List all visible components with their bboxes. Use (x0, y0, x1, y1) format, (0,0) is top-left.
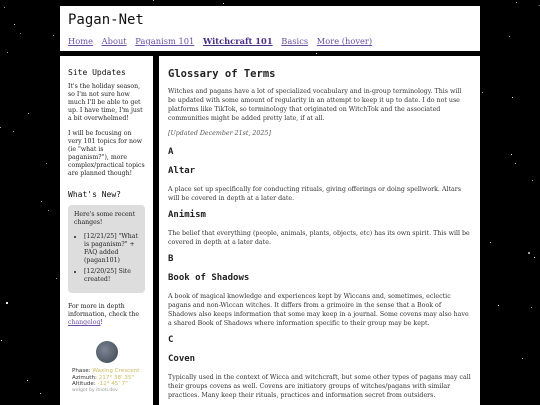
updated-date: [Updated December 21st, 2025] (168, 130, 271, 137)
section-letter-c: C (168, 335, 174, 345)
site-updates-heading: Site Updates (68, 68, 126, 77)
moon-icon (96, 341, 118, 363)
site-title: Pagan-Net (68, 12, 144, 28)
star-dot (53, 35, 54, 36)
changelog-link[interactable]: changelog (68, 319, 101, 326)
main-content (159, 56, 480, 405)
definition-coven: Typically used in the context of Wicca and witchcraft, but some other types of pagans may call their groups covens as well. Covens are initiatory groups of witches/pagans with similar practices. Many keep their rituals, practices and information secret from outsiders. (168, 374, 471, 399)
term-book-of-shadows: Book of Shadows (168, 273, 250, 283)
nav-more[interactable]: More (hover) (316, 36, 373, 46)
star-dot (515, 163, 516, 164)
star-dot (13, 131, 14, 132)
star-dot (0, 127, 1, 128)
star-dot (482, 92, 483, 93)
star-dot (27, 380, 28, 381)
whats-new-box (68, 205, 145, 293)
nav-paganism-101[interactable]: Paganism 101 (135, 36, 195, 46)
star-dot (316, 53, 317, 54)
star-dot (1, 340, 2, 341)
moon-widget-credit: widget by itnoti.dev (72, 387, 118, 393)
site-header (60, 6, 480, 51)
moon-phase-widget (68, 341, 145, 395)
star-dot (516, 2, 517, 3)
star-dot (153, 0, 154, 1)
star-dot (522, 358, 523, 359)
star-dot (46, 163, 47, 164)
moon-altitude-line: Altitude: -12° 45' 7" (72, 381, 128, 388)
news-item: • [12/21/25] "What is paganism?" + FAQ added (pagan101) (84, 233, 140, 265)
nav-home[interactable]: Home (68, 36, 94, 46)
star-dot (14, 24, 15, 25)
term-coven: Coven (168, 354, 196, 364)
star-dot (4, 7, 5, 8)
term-altar: Altar (168, 166, 196, 176)
star-dot (28, 113, 29, 114)
nav-witchcraft-101[interactable]: Witchcraft 101 (202, 36, 273, 46)
nav-about[interactable]: About (101, 36, 127, 46)
moon-azimuth-line: Azimuth: 217° 38' 35" (72, 374, 135, 381)
star-dot (511, 154, 512, 155)
star-dot (528, 252, 530, 254)
term-animism: Animism (168, 210, 206, 220)
news-list (74, 233, 140, 284)
definition-altar: A place set up specifically for conducting rituals, giving offerings or doing spellwork. Altars will be covered in depth at a later date. (168, 186, 462, 202)
star-dot (41, 201, 42, 202)
star-dot (7, 52, 8, 53)
star-dot (498, 305, 499, 306)
star-dot (56, 278, 57, 279)
moon-phase-line: Phase: Waxing Crescent (72, 368, 140, 374)
star-dot (512, 97, 513, 98)
section-letter-a: A (168, 147, 174, 157)
updates-paragraph-2: I will be focusing on very 101 topics for now (ie "what is paganism?"), more complex/practical topics are planned though! (68, 130, 145, 177)
star-dot (509, 36, 510, 37)
intro-paragraph: Witches and pagans have a lot of specialized vocabulary and in-group terminology. This will be updated with some amount of regularity in an attempt to keep it up to date. I do not use platforms like TikTok, so terminology that originated on WitchTok and the associated communities might be added pretty late, if at all. (168, 88, 462, 122)
star-dot (6, 302, 8, 304)
main-nav (68, 36, 378, 46)
updates-paragraph-1: It's the holiday season, so I'm not sure how much I'll be able to get up. I have time, I'm just a bit overwhelmed! (68, 83, 143, 122)
news-intro: Here's some recent changes! (74, 211, 136, 226)
whats-new-heading: What's New? (68, 190, 121, 199)
star-dot (490, 242, 491, 243)
star-dot (531, 307, 532, 308)
star-dot (20, 33, 21, 34)
definition-book-of-shadows: A book of magical knowledge and experiences kept by Wiccans and, sometimes, eclectic pagans and non-Wiccan witches. It differs from a grimoire in the sense that a Book of Shadows also keeps information that some may keep in a journal. Some covens may also have a shared Book of Shadows where information specific to their group may be kept. (168, 293, 469, 327)
news-item: • [12/20/25] Site created! (84, 268, 140, 284)
star-dot (40, 393, 41, 394)
sidebar (60, 56, 153, 405)
page-title: Glossary of Terms (168, 68, 276, 80)
definition-animism: The belief that everything (people, animals, plants, objects, etc) has its own spirit. This will be covered in depth at a later date. (168, 230, 470, 246)
star-dot (532, 180, 533, 181)
nav-basics[interactable]: Basics (281, 36, 309, 46)
star-dot (223, 3, 224, 4)
section-letter-b: B (168, 254, 174, 264)
more-info-text: For more in depth information, check the changelog! (68, 303, 140, 326)
star-dot (534, 257, 535, 258)
star-dot (48, 210, 49, 211)
